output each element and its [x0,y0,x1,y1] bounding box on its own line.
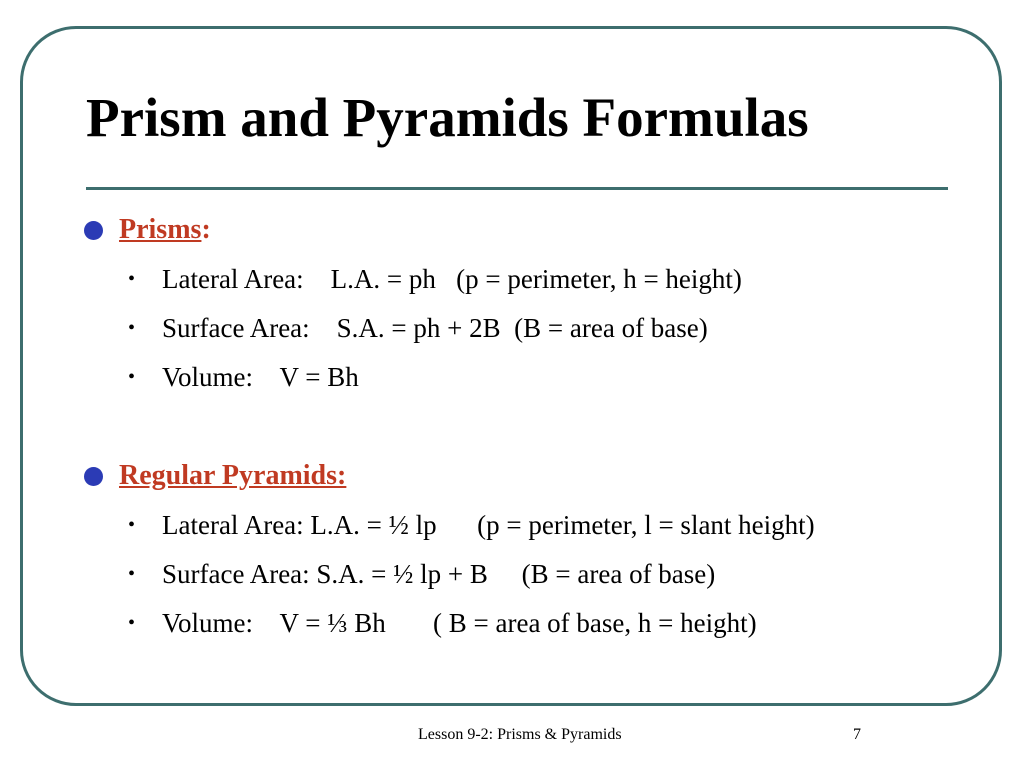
section-heading-prisms [84,214,211,246]
bullet-icon: • [128,563,136,585]
list-item-text: Volume: V = ⅓ Bh ( B = area of base, h = height) [162,608,757,638]
section-heading-colon: : [201,214,211,245]
bullet-dot-icon [84,221,103,240]
list-item-text: Lateral Area: L.A. = ½ lp (p = perimeter, l = slant height) [162,510,815,540]
footer-lesson: Lesson 9-2: Prisms & Pyramids [418,726,622,743]
list-item [128,313,708,344]
bullet-icon: • [128,317,136,339]
section-heading-regular-pyramids [84,460,346,492]
footer-page-number: 7 [853,726,861,743]
bullet-dot-icon [84,467,103,486]
slide-title: Prism and Pyramids Formulas [86,87,809,148]
list-item-text: Lateral Area: L.A. = ph (p = perimeter, h = height) [162,264,742,294]
section-heading-text: Prisms [119,214,202,245]
bullet-icon: • [128,366,136,388]
list-item [128,264,742,295]
list-item-text: Surface Area: S.A. = ½ lp + B (B = area of base) [162,559,716,589]
bullet-icon: • [128,612,136,634]
bullet-icon: • [128,514,136,536]
bullet-icon: • [128,268,136,290]
list-item [128,362,359,393]
list-item [128,559,715,590]
list-item-text: Volume: V = Bh [162,362,359,392]
section-heading-text: Regular Pyramids: [119,460,347,491]
list-item [128,608,757,639]
list-item [128,510,815,541]
list-item-text: Surface Area: S.A. = ph + 2B (B = area of base) [162,313,708,343]
title-divider [86,187,948,190]
